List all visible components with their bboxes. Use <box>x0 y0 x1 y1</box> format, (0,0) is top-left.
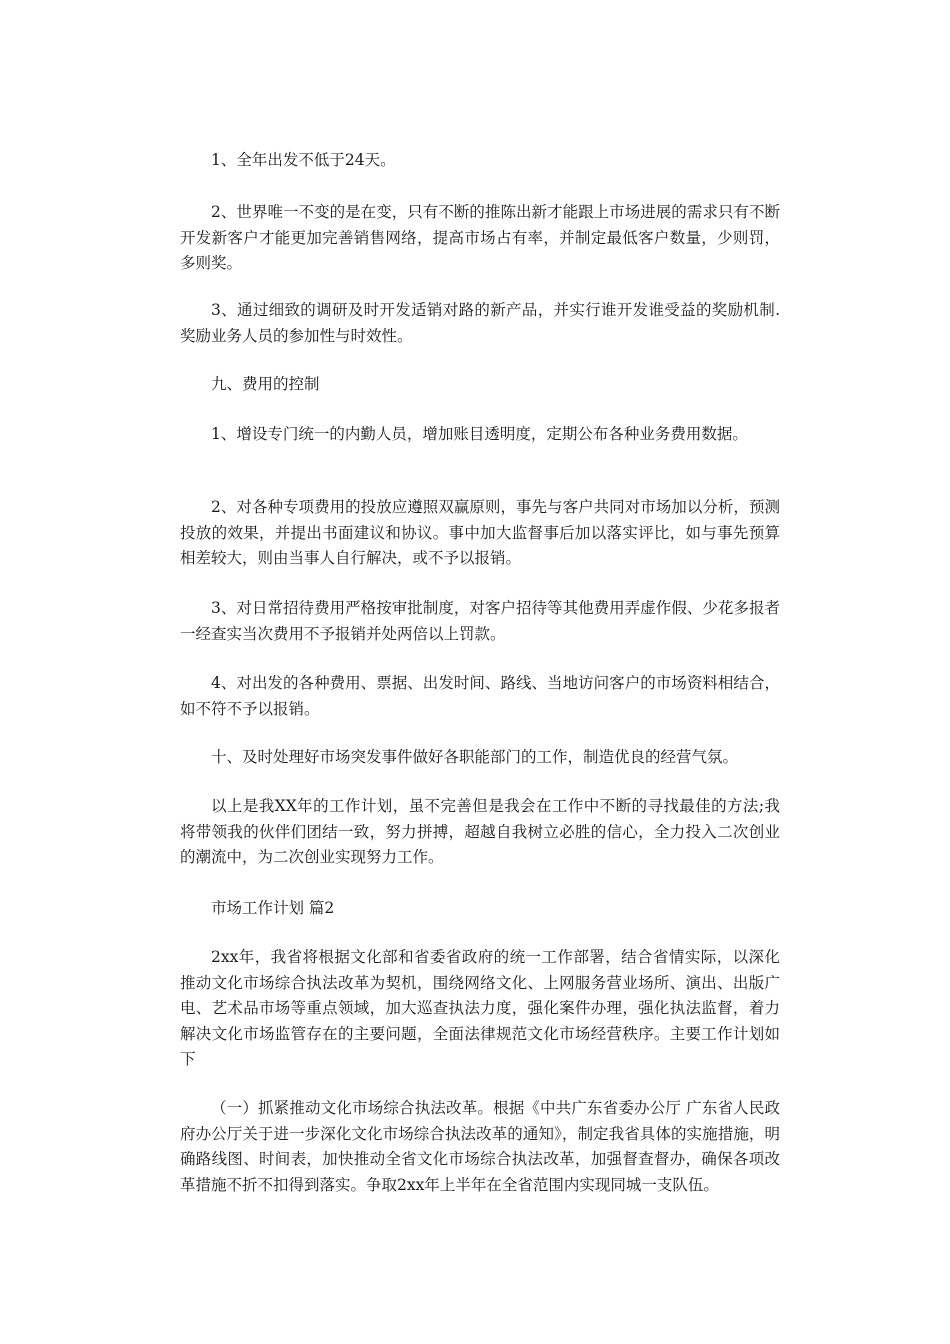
paragraph-entertainment-fees: 3、对日常招待费用严格按审批制度，对客户招待等其他费用弄虚作假、少花多报者一经查实当次费用不予报销并处两倍以上罚款。 <box>180 599 780 643</box>
paragraph-travel-expenses: 4、对出发的各种费用、票据、出发时间、路线、当地访问客户的市场资料相结合，如不符不予以报销。 <box>180 674 780 718</box>
paragraph-reform: （一）抓紧推动文化市场综合执法改革。根据《中共广东省委办公厅 广东省人民政府办公厅关于进一步深化文化市场综合执法改革的通知》，制定我省具体的实施措施，明确路线图、时间表，加快推动全省文化市场综合执法改革，加强督查督办，确保各项改革措施不折不扣得到落实。争取2xx年上半年在全省范围内实现同城一支队伍。 <box>180 1099 780 1194</box>
paragraph-travel-days: 1、全年出发不低于24天。 <box>211 151 396 169</box>
paragraph-internal-staff: 1、增设专门统一的内勤人员，增加账目透明度，定期公布各种业务费用数据。 <box>211 425 748 443</box>
paragraph-new-products: 3、通过细致的调研及时开发适销对路的新产品，并实行谁开发谁受益的奖励机制.奖励业务人员的参加性与时效性。 <box>180 301 780 345</box>
section-heading-emergencies: 十、及时处理好市场突发事件做好各职能部门的工作，制造优良的经营气氛。 <box>211 748 739 766</box>
paragraph-plan-intro: 2xx年，我省将根据文化部和省委省政府的统一工作部署，结合省情实际，以深化推动文化市场综合执法改革为契机，围绕网络文化、上网服务营业场所、演出、出版广电、艺术品市场等重点领域，加大巡查执法力度，强化案件办理，强化执法监督，着力解决文化市场监管存在的主要问题，全面法律规范文化市场经营秩序。主要工作计划如下 <box>180 948 780 1068</box>
paragraph-special-fees: 2、对各种专项费用的投放应遵照双赢原则，事先与客户共同对市场加以分析，预测投放的效果，并提出书面建议和协议。事中加大监督事后加以落实评比，如与事先预算相差较大，则由当事人自行解决，或不予以报销。 <box>180 498 780 567</box>
section-heading-plan-2: 市场工作计划 篇2 <box>211 899 335 917</box>
paragraph-summary: 以上是我XX年的工作计划，虽不完善但是我会在工作中不断的寻找最佳的方法;我将带领我的伙伴们团结一致，努力拼搏，超越自我树立必胜的信心，全力投入二次创业的潮流中，为二次创业实现努力工作。 <box>180 797 780 866</box>
paragraph-new-customers: 2、世界唯一不变的是在变，只有不断的推陈出新才能跟上市场进展的需求只有不断开发新客户才能更加完善销售网络，提高市场占有率，并制定最低客户数量，少则罚，多则奖。 <box>180 203 780 272</box>
section-heading-cost-control: 九、费用的控制 <box>211 375 320 393</box>
